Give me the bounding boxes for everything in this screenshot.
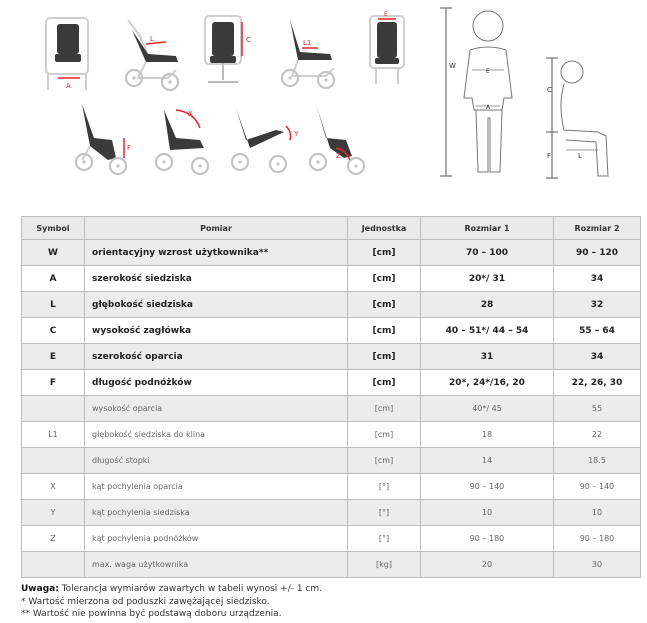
cell-unit: [cm] [348,396,421,422]
dim-label-z: Z [336,152,341,160]
dim-label-y: Y [294,130,299,138]
child-label-w: W [449,62,456,70]
cell-symbol: C [22,318,85,344]
cell-size-1: 90 – 180 [421,526,554,552]
cell-unit: [cm] [348,318,421,344]
dim-label-e: E [384,11,388,18]
table-row [22,422,641,448]
cell-size-1: 10 [421,500,554,526]
cell-symbol: A [22,266,85,292]
cell-unit: [cm] [348,292,421,318]
header-unit: Jednostka [348,217,421,240]
cell-unit: [cm] [348,344,421,370]
cell-unit: [cm] [348,422,421,448]
dim-label-a: A [66,82,71,90]
cell-symbol: F [22,370,85,396]
cell-size-2: 55 [554,396,641,422]
dim-label-f: F [127,144,132,152]
cell-size-2: 90 – 180 [554,526,641,552]
cell-measure: kąt pochylenia siedziska [85,500,348,526]
child-standing-figure [440,8,512,176]
cell-size-2: 34 [554,266,641,292]
chair-diagram-footrest-length [76,104,131,174]
cell-measure: orientacyjny wzrost użytkownika** [85,240,348,266]
cell-size-2: 90 – 120 [554,240,641,266]
cell-size-2: 22, 26, 30 [554,370,641,396]
note-tolerance-text: Tolerancja wymiarów zawartych w tabeli wynosi +/- 1 cm. [61,584,322,594]
cell-measure: głębokość siedziska [85,292,348,318]
cell-symbol [22,448,85,474]
child-label-e: E [486,68,490,75]
cell-size-1: 90 – 140 [421,474,554,500]
cell-size-2: 90 – 140 [554,474,641,500]
cell-symbol [22,552,85,578]
cell-measure: głębokość siedziska do klina [85,422,348,448]
cell-size-1: 20*/ 31 [421,266,554,292]
child-label-f: F [547,152,552,160]
dim-label-l1: L1 [303,39,312,47]
chair-diagram-seat-width [46,18,88,90]
dim-label-l: L [150,35,154,43]
table-row [22,370,641,396]
cell-unit: [°] [348,500,421,526]
cell-size-1: 20 [421,552,554,578]
cell-measure: max. waga użytkownika [85,552,348,578]
chair-diagram-seat-depth [126,20,178,90]
header-size-2: Rozmiar 2 [554,217,641,240]
cell-unit: [cm] [348,240,421,266]
dim-label-x: X [188,110,193,118]
header-symbol: Symbol [22,217,85,240]
cell-size-1: 40 – 51*/ 44 – 54 [421,318,554,344]
chair-diagram-depth-to-wedge [282,20,334,88]
table-row [22,526,641,552]
cell-size-2: 18.5 [554,448,641,474]
cell-unit: [cm] [348,448,421,474]
cell-size-1: 14 [421,448,554,474]
table-header-row [22,217,641,240]
table-row [22,240,641,266]
cell-size-1: 70 – 100 [421,240,554,266]
cell-measure: wysokość zagłówka [85,318,348,344]
cell-size-1: 28 [421,292,554,318]
cell-symbol: W [22,240,85,266]
table-row [22,396,641,422]
dimension-illustrations [0,0,647,212]
header-measure: Pomiar [85,217,348,240]
note-cushion: * Wartość mierzona od poduszki zawężającej siedzisko. [21,596,270,607]
cell-measure: kąt pochylenia oparcia [85,474,348,500]
dim-label-c: C [246,36,251,44]
cell-measure: kąt pochylenia podnóżków [85,526,348,552]
cell-measure: wysokość oparcia [85,396,348,422]
chair-diagram-backrest-tilt [156,110,208,174]
cell-unit: [°] [348,526,421,552]
child-sitting-figure [546,58,608,178]
table-row [22,266,641,292]
note-tolerance [21,583,641,596]
cell-size-2: 34 [554,344,641,370]
table-row [22,552,641,578]
table-row [22,292,641,318]
cell-measure: długość stopki [85,448,348,474]
cell-symbol: L [22,292,85,318]
cell-symbol: Z [22,526,85,552]
chair-diagram-backrest-width [370,11,404,84]
cell-measure: szerokość oparcia [85,344,348,370]
cell-size-1: 20*, 24*/16, 20 [421,370,554,396]
header-size-1: Rozmiar 1 [421,217,554,240]
cell-size-2: 55 – 64 [554,318,641,344]
note-height: ** Wartość nie powinna być podstawą doboru urządzenia. [21,609,282,619]
chair-diagram-headrest-height [205,16,251,82]
cell-symbol: L1 [22,422,85,448]
chair-diagram-seat-tilt [232,108,299,172]
cell-size-2: 10 [554,500,641,526]
table-row [22,500,641,526]
note-label: Uwaga: [21,584,59,594]
cell-size-1: 40*/ 45 [421,396,554,422]
table-row [22,448,641,474]
cell-size-2: 30 [554,552,641,578]
child-label-a: A [486,104,491,111]
cell-unit: [kg] [348,552,421,578]
footnotes [21,583,641,621]
cell-measure: długość podnóżków [85,370,348,396]
cell-symbol [22,396,85,422]
cell-size-1: 18 [421,422,554,448]
cell-symbol: E [22,344,85,370]
table-row [22,318,641,344]
chair-diagram-footrest-tilt [310,104,364,174]
child-label-c: C [547,86,552,94]
cell-measure: szerokość siedziska [85,266,348,292]
cell-size-2: 32 [554,292,641,318]
cell-symbol: X [22,474,85,500]
table-row [22,344,641,370]
child-label-l: L [578,152,582,160]
cell-size-1: 31 [421,344,554,370]
cell-unit: [cm] [348,370,421,396]
dimensions-table [21,216,641,578]
cell-unit: [°] [348,474,421,500]
cell-size-2: 22 [554,422,641,448]
table-row [22,474,641,500]
cell-symbol: Y [22,500,85,526]
cell-unit: [cm] [348,266,421,292]
